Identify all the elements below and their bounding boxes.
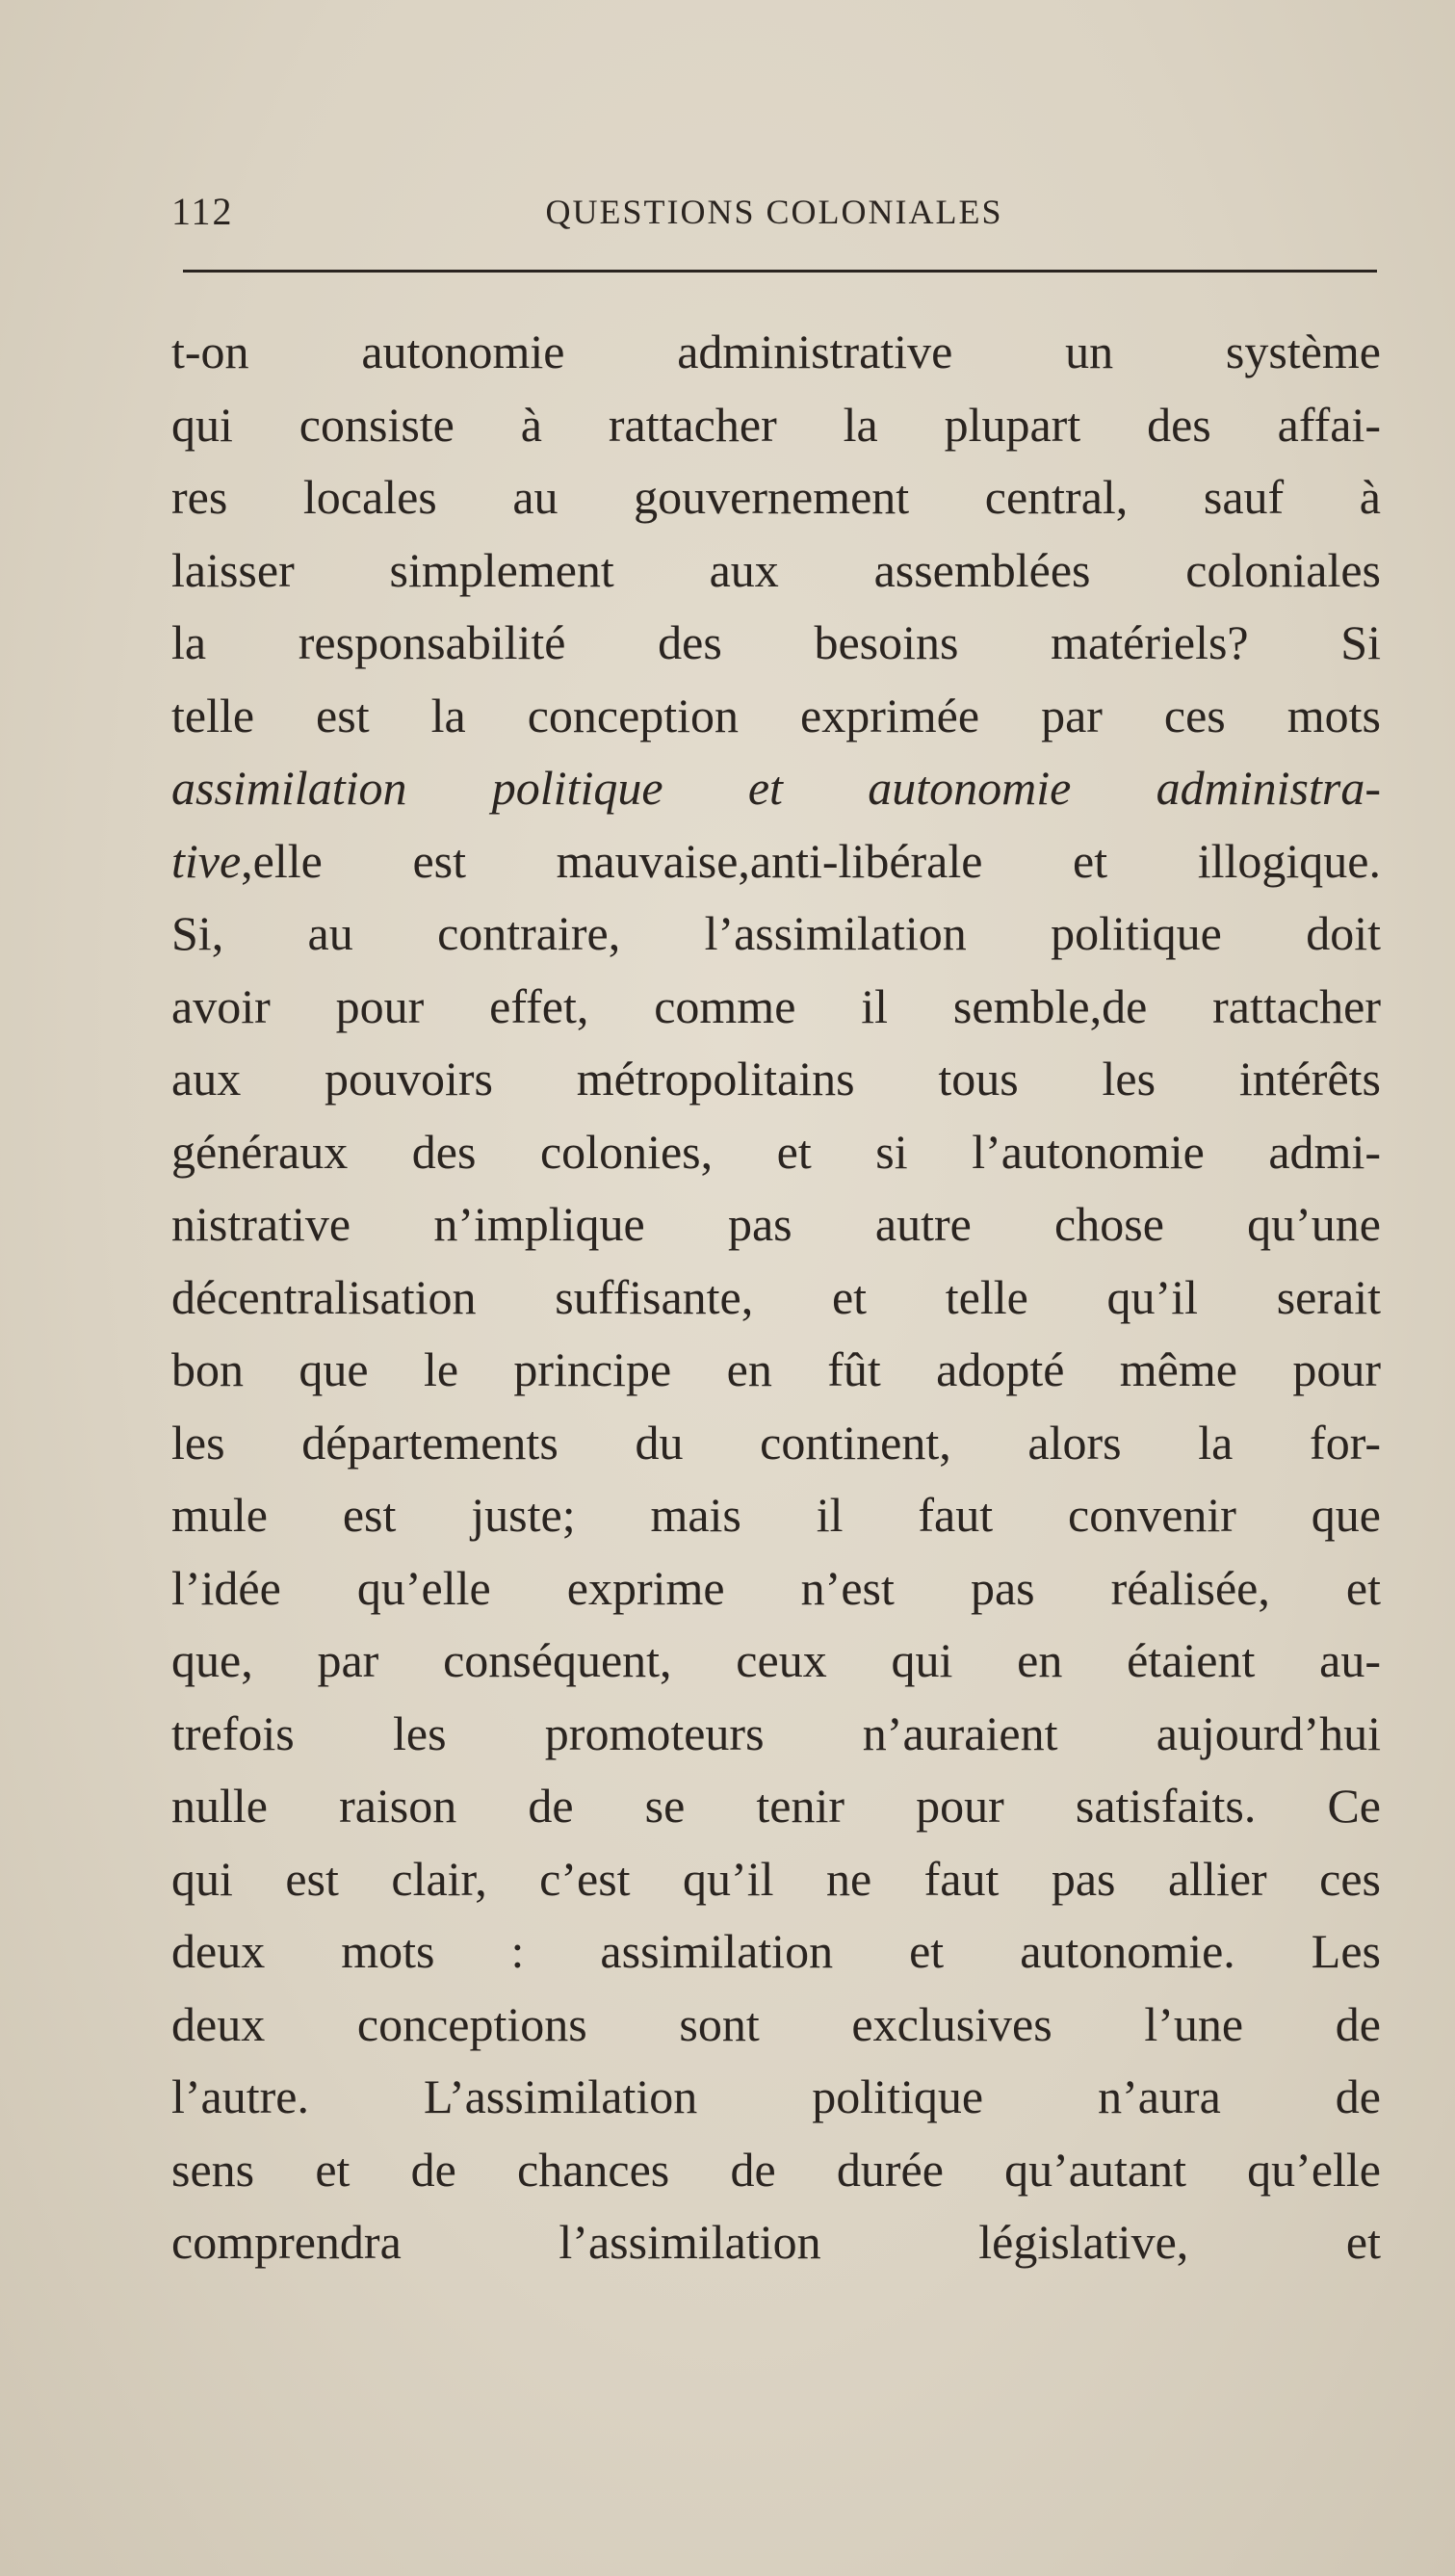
text-line — [171, 1698, 1381, 1771]
line-text: l’autre. L’assimilation politique n’aura de — [171, 2069, 1381, 2123]
header-rule — [183, 270, 1377, 273]
line-text: nulle raison de se tenir pour satisfaits. Ce — [171, 1779, 1381, 1833]
text-line — [171, 825, 1381, 898]
line-text: avoir pour effet, comme il semble,de rattacher — [171, 978, 1381, 1033]
line-text: res locales au gouvernement central, sauf à — [171, 470, 1381, 524]
text-line — [171, 2134, 1381, 2207]
text-line — [171, 1625, 1381, 1698]
line-text: t-on autonomie administrative un système — [171, 325, 1381, 378]
line-text: qui consiste à rattacher la plupart des affai- — [171, 397, 1381, 452]
line-text: l’idée qu’elle exprime n’est pas réalisée, et — [171, 1560, 1381, 1615]
italic-phrase: assimilation politique et autonomie administra- — [171, 761, 1381, 815]
line-text: comprendra l’assimilation législative, et — [171, 2215, 1381, 2269]
line-text: Si, au contraire, l’assimilation politique doit — [171, 906, 1381, 960]
line-text: la responsabilité des besoins matériels? Si — [171, 615, 1381, 669]
text-line — [171, 389, 1381, 462]
text-line — [171, 1407, 1381, 1480]
text-line — [171, 1843, 1381, 1916]
line-text: bon que le principe en fût adopté même pour — [171, 1342, 1381, 1396]
text-line — [171, 1188, 1381, 1262]
italic-phrase: tive — [171, 833, 242, 888]
line-text: trefois les promoteurs n’auraient aujourd’hui — [171, 1705, 1381, 1760]
text-line — [171, 752, 1381, 825]
line-text: que, par conséquent, ceux qui en étaient au- — [171, 1633, 1381, 1687]
text-line — [171, 680, 1381, 753]
line-text: décentralisation suffisante, et telle qu’il serait — [171, 1269, 1381, 1324]
line-text: les départements du continent, alors la for- — [171, 1415, 1381, 1470]
text-line — [171, 461, 1381, 534]
line-text: deux mots : assimilation et autonomie. Les — [171, 1924, 1381, 1978]
line-text: deux conceptions sont exclusives l’une de — [171, 1996, 1381, 2051]
line-text: nistrative n’implique pas autre chose qu’une — [171, 1197, 1381, 1251]
line-text: telle est la conception exprimée par ces mots — [171, 688, 1381, 742]
text-line — [171, 316, 1381, 389]
body-text — [171, 316, 1381, 2279]
line-text: aux pouvoirs métropolitains tous les intérêts — [171, 1052, 1381, 1106]
text-line — [171, 1334, 1381, 1407]
text-line — [171, 1770, 1381, 1843]
text-line — [171, 534, 1381, 608]
line-text: laisser simplement aux assemblées coloniales — [171, 542, 1381, 597]
line-text: généraux des colonies, et si l’autonomie admi- — [171, 1124, 1381, 1179]
text-line — [171, 1043, 1381, 1116]
text-line — [171, 2206, 1381, 2279]
text-line — [171, 971, 1381, 1044]
running-title: QUESTIONS COLONIALES — [545, 193, 1003, 231]
text-line — [171, 1915, 1381, 1989]
text-line — [171, 2061, 1381, 2134]
text-line — [171, 607, 1381, 680]
text-line — [171, 1116, 1381, 1189]
line-text: qui est clair, c’est qu’il ne faut pas allier ces — [171, 1851, 1381, 1906]
text-line — [171, 1989, 1381, 2062]
line-text: ,elle est mauvaise,anti-libérale et illogique. — [241, 833, 1381, 888]
page-number: 112 — [171, 190, 234, 233]
text-line — [171, 1479, 1381, 1552]
line-text: sens et de chances de durée qu’autant qu’elle — [171, 2142, 1381, 2197]
text-line — [171, 1262, 1381, 1335]
text-line — [171, 1552, 1381, 1626]
running-head — [171, 188, 1377, 236]
text-line — [171, 898, 1381, 971]
line-text: mule est juste; mais il faut convenir que — [171, 1488, 1381, 1542]
